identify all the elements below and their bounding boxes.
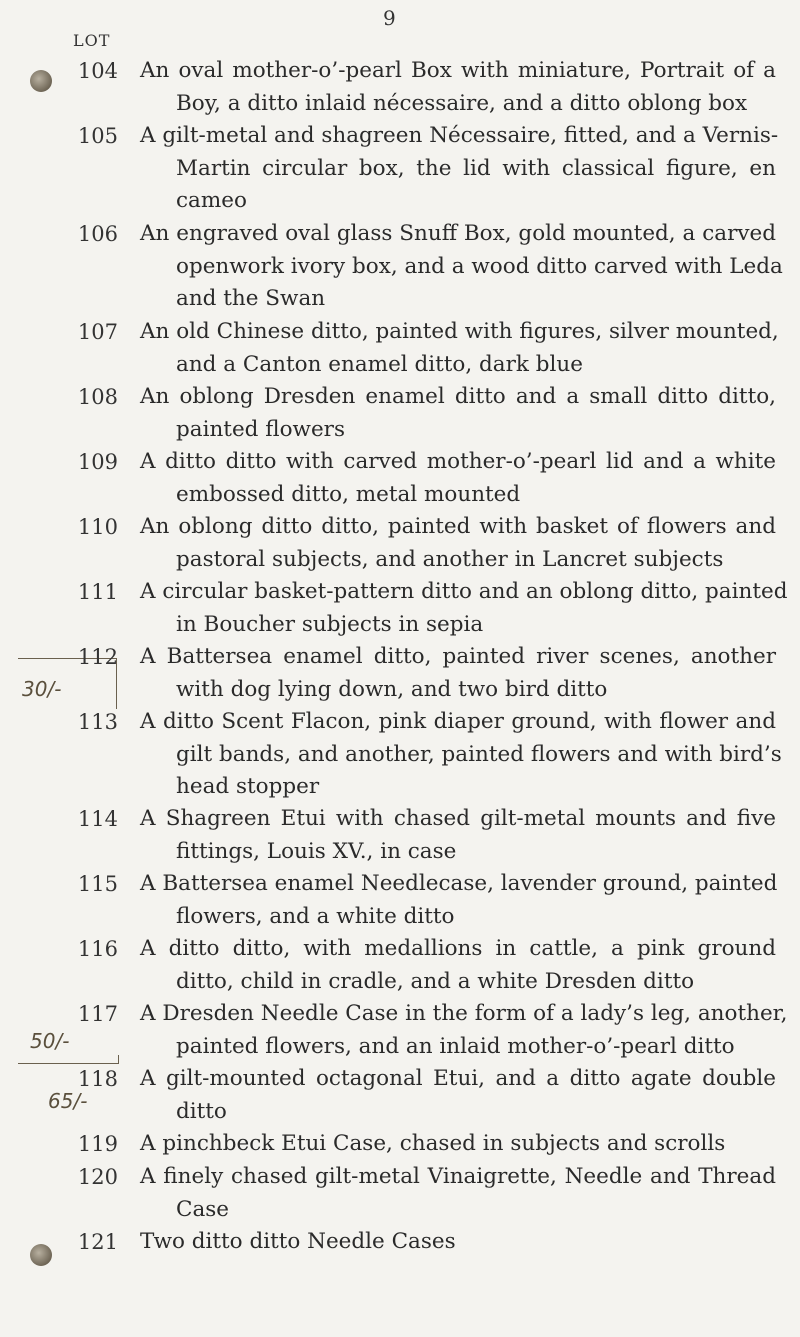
lot-description [140,1063,776,1128]
lot-description-line: painted flowers [176,416,345,442]
lot-description-line: openwork ivory box, and a wood ditto carved with Leda [176,253,783,279]
lot-description-line: A Battersea enamel ditto, painted river scenes, another [140,644,776,669]
lot-description [140,998,788,1063]
lot-number: 108 [77,385,118,409]
lot-number: 116 [77,937,118,961]
lot-description-line: Two ditto ditto Needle Cases [140,1229,456,1254]
lot-column-header: LOT [73,31,111,50]
lot-number: 117 [77,1002,118,1026]
lot-description [140,933,776,998]
lot-description-line: fittings, Louis XV., in case [176,838,457,864]
lot-description-line: A Shagreen Etui with chased gilt-metal mounts and five [140,806,776,831]
lot-description-line: A Battersea enamel Needlecase, lavender ground, painted [140,871,778,896]
lot-description-line: head stopper [176,774,320,799]
lot-number: 106 [77,222,118,246]
lot-description [140,316,779,381]
lot-number: 107 [77,320,118,344]
lot-description [140,55,776,120]
lot-number: 110 [77,515,118,539]
lot-number: 113 [77,710,118,734]
lot-number: 104 [77,59,118,83]
lot-description [140,1128,776,1161]
lot-description-line: cameo [176,188,247,213]
lot-description-line: A pinchbeck Etui Case, chased in subjects and scrolls [140,1131,726,1156]
lot-description-line: An oval mother-o’-pearl Box with miniature, Portrait of a [140,58,776,83]
lot-description-line: A gilt-mounted octagonal Etui, and a ditto agate double [140,1066,776,1091]
lot-description-line: pastoral subjects, and another in Lancret subjects [176,546,724,572]
binder-hole-bottom [30,1244,52,1266]
lot-description-line: An oblong ditto ditto, painted with basket of flowers and [140,514,776,539]
lot-description-line: A ditto Scent Flacon, pink diaper ground, with flower and [140,709,776,734]
lot-description [140,1161,776,1226]
lot-number: 105 [77,124,118,148]
lot-description-line: Martin circular box, the lid with classical figure, en [176,155,776,181]
lot-description-line: and the Swan [176,286,326,311]
lot-number: 120 [77,1165,118,1189]
lot-number: 109 [77,450,118,474]
lot-number: 115 [77,872,118,896]
binder-hole-top [30,70,52,92]
lot-description-line: Boy, a ditto inlaid nécessaire, and a ditto oblong box [176,90,748,116]
lot-description-line: and a Canton enamel ditto, dark blue [176,351,583,377]
lot-number: 111 [77,580,118,604]
lot-description [140,511,776,576]
lot-description-line: A gilt-metal and shagreen Nécessaire, fitted, and a Vernis- [140,123,779,148]
handwritten-price-118: 50/- [30,1029,70,1053]
lot-description-line: An oblong Dresden enamel ditto and a small ditto ditto, [140,384,776,409]
lot-description [140,1226,776,1259]
lot-description [140,706,782,804]
lot-description-line: A ditto ditto, with medallions in cattle, a pink ground [140,936,776,961]
handwritten-price-119: 65/- [48,1089,88,1113]
lot-description [140,803,776,868]
lot-description [140,218,783,316]
lot-description [140,120,779,218]
lot-description-line: gilt bands, and another, painted flowers and with bird’s [176,741,782,767]
lot-description-line: ditto, child in cradle, and a white Dresden ditto [176,968,695,994]
lot-description-line: in Boucher subjects in sepia [176,611,484,637]
lot-description-line: Case [176,1196,230,1222]
lot-description-line: A finely chased gilt-metal Vinaigrette, Needle and Thread [140,1164,776,1189]
lot-number: 112 [77,645,118,669]
lot-description [140,868,776,933]
lot-description-line: A ditto ditto with carved mother-o’-pearl lid and a white [140,449,776,474]
lot-description-line: embossed ditto, metal mounted [176,481,521,507]
lot-description [140,446,776,511]
lot-description-line: An engraved oval glass Snuff Box, gold mounted, a carved [140,221,776,246]
lot-number: 114 [77,807,118,831]
lot-number: 121 [77,1230,118,1254]
lot-description [140,641,776,706]
lot-description [140,381,776,446]
handwritten-price-114: 30/- [22,677,62,701]
page-number: 9 [383,6,396,30]
lot-number: 118 [77,1067,118,1091]
lot-description-line: ditto [176,1098,227,1124]
lot-description-line: painted flowers, and an inlaid mother-o’-pearl ditto [176,1033,735,1059]
lot-description-line: A Dresden Needle Case in the form of a lady’s leg, another, [140,1001,788,1026]
lot-description [140,576,788,641]
lot-description-line: flowers, and a white ditto [176,903,455,929]
lot-number: 119 [77,1132,118,1156]
lot-description-line: with dog lying down, and two bird ditto [176,676,608,702]
lot-description-line: A circular basket-pattern ditto and an oblong ditto, painted [140,579,788,604]
lot-description-line: An old Chinese ditto, painted with figures, silver mounted, [140,319,779,344]
